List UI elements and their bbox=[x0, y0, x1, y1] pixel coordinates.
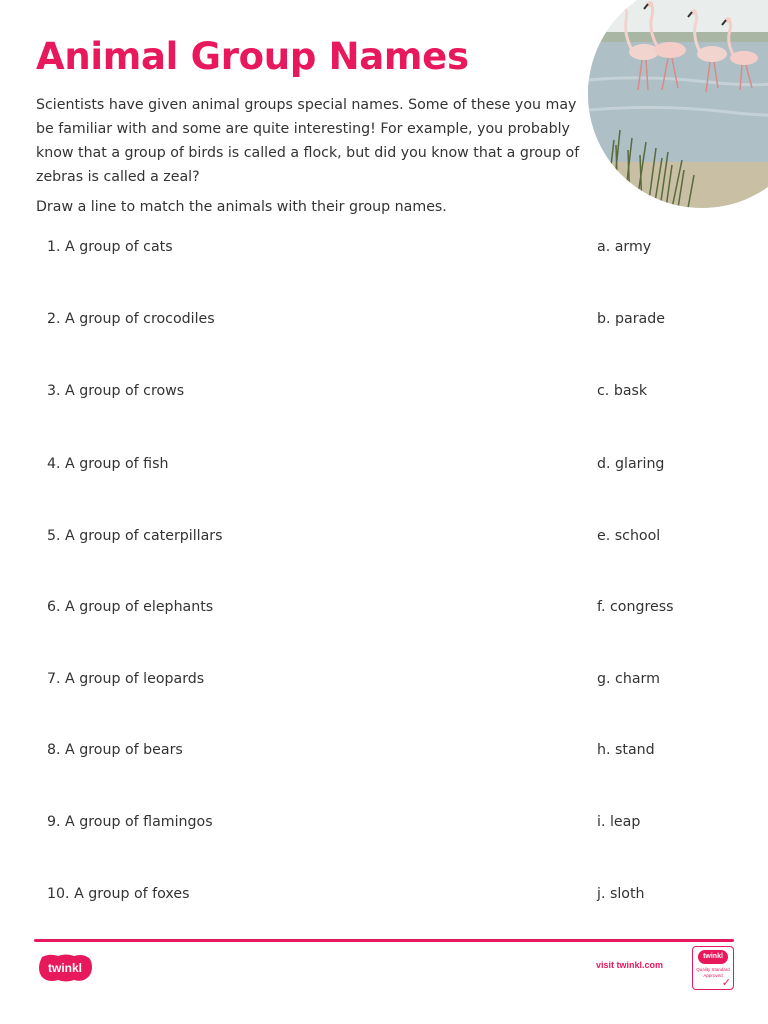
question-item: 1. A group of cats bbox=[47, 239, 173, 255]
twinkl-logo-icon[interactable] bbox=[36, 953, 94, 983]
question-item: 3. A group of crows bbox=[47, 383, 185, 399]
question-item: 9. A group of flamingos bbox=[47, 814, 213, 830]
flamingo-photo bbox=[588, 0, 768, 208]
instruction-text: Draw a line to match the animals with their group names. bbox=[36, 199, 447, 215]
question-item: 5. A group of caterpillars bbox=[47, 528, 223, 544]
question-item: 10. A group of foxes bbox=[47, 886, 190, 902]
visit-link[interactable]: visit twinkl.com bbox=[596, 960, 664, 970]
answer-item: h. stand bbox=[597, 742, 655, 758]
footer-divider bbox=[34, 939, 734, 942]
check-icon: ✓ bbox=[721, 976, 731, 989]
question-item: 8. A group of bears bbox=[47, 742, 183, 758]
question-item: 7. A group of leopards bbox=[47, 671, 205, 687]
answer-item: d. glaring bbox=[597, 456, 665, 472]
answer-item: j. sloth bbox=[597, 886, 645, 902]
answer-item: b. parade bbox=[597, 311, 665, 327]
page-title: Animal Group Names bbox=[36, 35, 469, 78]
badge-text: Quality Standard Approved bbox=[696, 967, 730, 978]
question-item: 4. A group of fish bbox=[47, 456, 169, 472]
flamingo-illustration bbox=[588, 0, 768, 208]
answer-item: a. army bbox=[597, 239, 652, 255]
answer-item: e. school bbox=[597, 528, 661, 544]
answer-item: i. leap bbox=[597, 814, 641, 830]
intro-paragraph: Scientists have given animal groups special names. Some of these you may be familiar with and some are quite interesting! For example, you probably know that a group of birds is called a flock, but did you know that a group of zebras is called a zeal? bbox=[36, 97, 580, 185]
badge-logo: twinkl bbox=[698, 950, 728, 964]
answer-item: c. bask bbox=[597, 383, 648, 399]
answer-item: f. congress bbox=[597, 599, 674, 615]
logo-text: twinkl bbox=[47, 961, 83, 975]
quality-badge bbox=[692, 946, 734, 990]
question-item: 6. A group of elephants bbox=[47, 599, 214, 615]
question-item: 2. A group of crocodiles bbox=[47, 311, 215, 327]
answer-item: g. charm bbox=[597, 671, 660, 687]
